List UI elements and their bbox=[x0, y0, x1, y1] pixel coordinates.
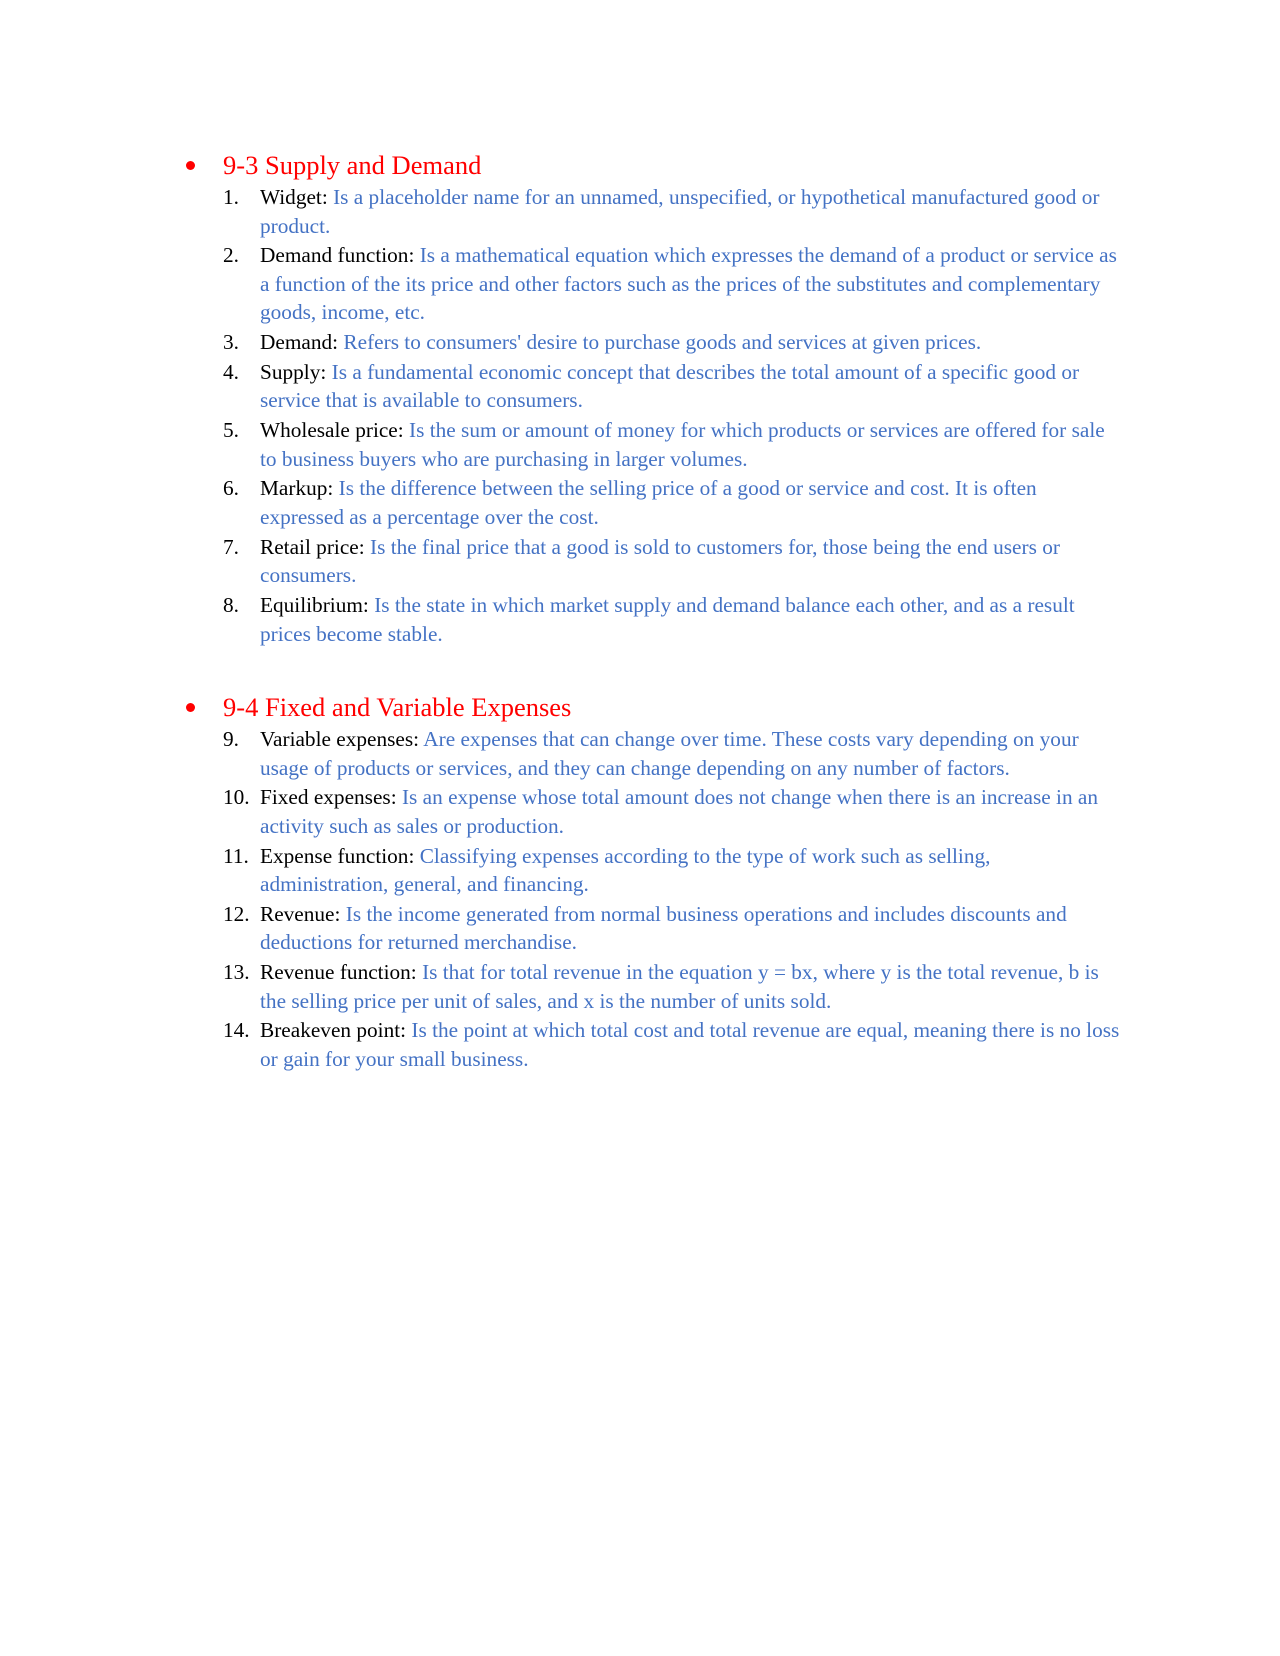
item-number: 11. bbox=[223, 843, 249, 868]
item-definition: Is the difference between the selling price of a good or service and cost. It is often expressed as a percentage over the cost. bbox=[260, 476, 1037, 529]
item-definition: Refers to consumers' desire to purchase goods and services at given prices. bbox=[343, 330, 982, 355]
item-number: 14. bbox=[223, 1018, 250, 1043]
item-number: 5. bbox=[223, 418, 239, 443]
item-number: 8. bbox=[223, 593, 239, 618]
item-term: Expense function: bbox=[260, 843, 415, 868]
item-definition: Is that for total revenue in the equation y = bx, where y is the total revenue, b is the selling price per unit of sales, and x is the number of units sold. bbox=[260, 960, 1099, 1013]
item-term: Retail price: bbox=[260, 534, 365, 559]
list-item bbox=[180, 900, 1120, 957]
item-term: Supply: bbox=[260, 359, 327, 384]
item-definition: Is a mathematical equation which expresses the demand of a product or service as a function of the its price and other factors such as the prices of the substitutes and complementary goods, income, etc. bbox=[260, 243, 1117, 325]
list-item bbox=[180, 783, 1120, 840]
section-heading bbox=[180, 148, 1120, 182]
list-item bbox=[180, 241, 1120, 327]
item-number: 9. bbox=[223, 727, 239, 751]
item-number: 12. bbox=[223, 901, 250, 926]
item-definition: Is the sum or amount of money for which products or services are offered for sale to business buyers who are purchasing in larger volumes. bbox=[260, 418, 1105, 471]
item-term: Fixed expenses: bbox=[260, 785, 397, 810]
list-item bbox=[180, 328, 1120, 357]
item-definition: Is the final price that a good is sold to customers for, those being the end users or consumers. bbox=[260, 534, 1060, 588]
section-title: 9-3 Supply and Demand bbox=[223, 150, 482, 180]
item-definition: Is a placeholder name for an unnamed, unspecified, or hypothetical manufactured good or product. bbox=[260, 185, 1100, 238]
item-number: 3. bbox=[223, 330, 239, 355]
item-term: Revenue: bbox=[260, 901, 341, 926]
section-supply-demand bbox=[180, 148, 1120, 649]
item-definition: Is the point at which total cost and total revenue are equal, meaning there is no loss or gain for your small business. bbox=[260, 1018, 1120, 1071]
list-item bbox=[180, 842, 1120, 899]
section-fixed-variable-expenses bbox=[180, 690, 1120, 1075]
list-item bbox=[180, 533, 1120, 590]
item-number: 6. bbox=[223, 476, 239, 501]
item-definition: Is a fundamental economic concept that describes the total amount of a specific good or service that is available to consumers. bbox=[260, 359, 1080, 413]
bullet-dot-icon bbox=[186, 161, 195, 170]
item-number: 4. bbox=[223, 359, 239, 384]
list-item bbox=[180, 416, 1120, 473]
item-term: Variable expenses: bbox=[260, 727, 420, 751]
item-definition: Are expenses that can change over time. These costs vary depending on your usage of products or services, and they can change depending on any number of factors. bbox=[260, 727, 1079, 780]
item-term: Wholesale price: bbox=[260, 418, 404, 443]
item-definition: Is the income generated from normal business operations and includes discounts and deductions for returned merchandise. bbox=[260, 901, 1067, 955]
item-term: Breakeven point: bbox=[260, 1018, 407, 1043]
item-term: Revenue function: bbox=[260, 960, 417, 985]
item-number: 13. bbox=[223, 960, 250, 985]
bullet-dot-icon bbox=[186, 703, 195, 712]
list-item bbox=[180, 958, 1120, 1015]
item-definition: Is an expense whose total amount does not change when there is an increase in an activity such as sales or production. bbox=[260, 785, 1099, 838]
item-term: Markup: bbox=[260, 476, 334, 501]
item-term: Widget: bbox=[260, 185, 328, 209]
list-item bbox=[180, 1016, 1120, 1073]
list-item bbox=[180, 591, 1120, 648]
list-item bbox=[180, 474, 1120, 531]
list-item bbox=[180, 725, 1120, 782]
item-number: 2. bbox=[223, 243, 239, 268]
section-title: 9-4 Fixed and Variable Expenses bbox=[223, 692, 572, 722]
section-heading bbox=[180, 690, 1120, 724]
item-term: Demand function: bbox=[260, 243, 415, 268]
item-term: Equilibrium: bbox=[260, 593, 369, 618]
definition-list bbox=[180, 725, 1120, 1073]
item-number: 7. bbox=[223, 534, 239, 559]
list-item bbox=[180, 358, 1120, 415]
list-item bbox=[180, 183, 1120, 240]
item-number: 10. bbox=[223, 785, 250, 810]
item-term: Demand: bbox=[260, 330, 339, 355]
definition-list bbox=[180, 183, 1120, 648]
item-definition: Is the state in which market supply and demand balance each other, and as a result prices become stable. bbox=[260, 593, 1075, 646]
item-definition: Classifying expenses according to the type of work such as selling, administration, general, and financing. bbox=[260, 843, 991, 897]
item-number: 1. bbox=[223, 185, 239, 209]
